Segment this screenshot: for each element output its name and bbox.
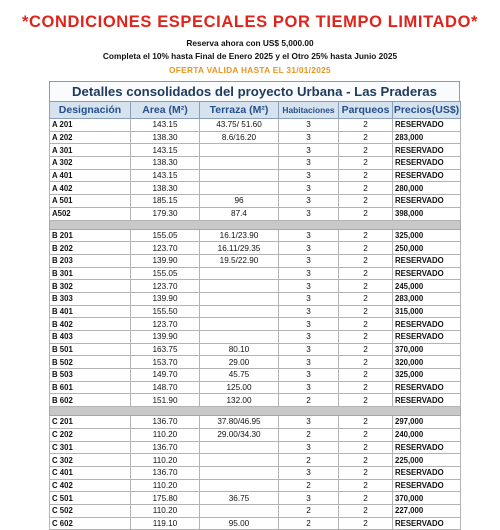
table-row [50,119,461,132]
table-cell: 3 [279,369,339,382]
table-cell: 16.11/29.35 [200,242,279,255]
table-row [50,441,461,454]
table-cell: 3 [279,207,339,220]
table-cell: B 601 [50,381,131,394]
table-cell [200,466,279,479]
table-cell: 3 [279,318,339,331]
table-cell: 2 [339,479,393,492]
table-row [50,517,461,530]
table-cell: 3 [279,229,339,242]
table-cell: 2 [339,466,393,479]
column-header: Precios(US$) [393,102,461,119]
table-cell: 3 [279,267,339,280]
table-cell: 136.70 [131,466,200,479]
table-row [50,144,461,157]
table-cell: 3 [279,169,339,182]
table-cell: B 602 [50,394,131,407]
table-cell: B 201 [50,229,131,242]
table-cell: 136.70 [131,416,200,429]
table-cell: RESERVADO [393,144,461,157]
table-cell: A502 [50,207,131,220]
table-row [50,195,461,208]
table-row [50,131,461,144]
table-cell: 325,000 [393,229,461,242]
table-cell: 143.15 [131,144,200,157]
table-cell: A 201 [50,119,131,132]
table-cell: 227,000 [393,504,461,517]
table-cell: 155.05 [131,267,200,280]
table-cell: 3 [279,381,339,394]
table-cell: 3 [279,195,339,208]
offer-validity: OFERTA VALIDA HASTA EL 31/01/2025 [169,65,331,75]
table-cell: B 203 [50,254,131,267]
table-row [50,182,461,195]
table-cell: 3 [279,492,339,505]
table-cell: 155.05 [131,229,200,242]
table-cell: RESERVADO [393,394,461,407]
reservation-note: Reserva ahora con US$ 5,000.00 [186,38,314,48]
table-cell: 3 [279,131,339,144]
table-cell [200,479,279,492]
table-cell: B 402 [50,318,131,331]
table-cell: 179.30 [131,207,200,220]
table-cell: 2 [339,343,393,356]
table-cell: 110.20 [131,479,200,492]
table-cell: 175.80 [131,492,200,505]
table-cell: 3 [279,254,339,267]
table-cell: A 202 [50,131,131,144]
table-cell: 45.75 [200,369,279,382]
table-cell: C 202 [50,428,131,441]
table-cell: B 502 [50,356,131,369]
column-header: Area (M²) [131,102,200,119]
table-cell: RESERVADO [393,381,461,394]
table-cell: 3 [279,331,339,344]
table-row [50,229,461,242]
table-cell: 2 [339,428,393,441]
table-cell: 2 [339,119,393,132]
table-cell: 2 [339,356,393,369]
table-cell: 2 [339,305,393,318]
column-header: Terraza (M²) [200,102,279,119]
table-cell: 163.75 [131,343,200,356]
table-cell: 123.70 [131,318,200,331]
table-row [50,394,461,407]
table-cell: 2 [279,479,339,492]
table-row [50,381,461,394]
table-cell: RESERVADO [393,157,461,170]
table-cell: B 501 [50,343,131,356]
table-cell: 2 [339,416,393,429]
table-cell: 139.90 [131,254,200,267]
table-cell: C 502 [50,504,131,517]
table-cell [200,144,279,157]
table-cell: RESERVADO [393,195,461,208]
header [0,0,500,75]
table-cell [200,182,279,195]
table-row [50,416,461,429]
table-cell: A 402 [50,182,131,195]
table-cell: 155.50 [131,305,200,318]
table-cell: 132.00 [200,394,279,407]
table-cell: 240,000 [393,428,461,441]
table-cell: RESERVADO [393,254,461,267]
table-cell [200,267,279,280]
table-cell [200,169,279,182]
table-cell [200,305,279,318]
table-row [50,454,461,467]
table-cell: 123.70 [131,242,200,255]
group-separator [50,407,461,416]
table-cell: 139.90 [131,292,200,305]
separator-cell [50,407,461,416]
table-cell: 2 [339,169,393,182]
table-cell: B 403 [50,331,131,344]
table-cell [200,441,279,454]
table-cell: 2 [339,195,393,208]
group-separator [50,220,461,229]
table-cell [200,454,279,467]
table-row [50,466,461,479]
table-cell: 3 [279,119,339,132]
table-cell: B 301 [50,267,131,280]
table-cell: 119.10 [131,517,200,530]
table-cell: RESERVADO [393,517,461,530]
table-cell: 250,000 [393,242,461,255]
table-cell: 143.15 [131,169,200,182]
table-row [50,356,461,369]
table-cell: 2 [339,207,393,220]
table-cell: 123.70 [131,280,200,293]
table-row [50,169,461,182]
table-row [50,254,461,267]
table-cell: 149.70 [131,369,200,382]
table-cell: 2 [279,454,339,467]
table-cell: 3 [279,356,339,369]
table-cell: 325,000 [393,369,461,382]
table-cell: 143.15 [131,119,200,132]
table-cell [200,331,279,344]
table-cell: A 301 [50,144,131,157]
table-cell [200,157,279,170]
table-cell: 3 [279,416,339,429]
table-cell: 2 [339,242,393,255]
table-cell: B 401 [50,305,131,318]
table-cell: C 602 [50,517,131,530]
table-cell: 2 [339,157,393,170]
table-cell: RESERVADO [393,479,461,492]
table-cell: B 303 [50,292,131,305]
promo-title: *CONDICIONES ESPECIALES POR TIEMPO LIMITADO* [21,13,479,31]
table-cell: 153.70 [131,356,200,369]
table-cell: 8.6/16.20 [200,131,279,144]
table-cell: 2 [339,394,393,407]
table-row [50,369,461,382]
table-cell: 3 [279,242,339,255]
table-cell: 3 [279,305,339,318]
table-cell: C 401 [50,466,131,479]
table-cell: 138.30 [131,157,200,170]
table-row [50,280,461,293]
table-caption: Detalles consolidados del proyecto Urbana - Las Praderas [49,81,460,101]
table-row [50,267,461,280]
table-cell: C 501 [50,492,131,505]
table-cell: 245,000 [393,280,461,293]
table-cell: 283,000 [393,292,461,305]
table-cell: C 201 [50,416,131,429]
table-cell: 283,000 [393,131,461,144]
table-cell: 2 [339,441,393,454]
table-row [50,343,461,356]
table-cell: 110.20 [131,428,200,441]
table-row [50,504,461,517]
table-cell: 3 [279,182,339,195]
table-cell: 370,000 [393,343,461,356]
table-row [50,318,461,331]
table-cell: 2 [279,504,339,517]
table-cell: 95.00 [200,517,279,530]
table-cell: C 302 [50,454,131,467]
table-cell: 370,000 [393,492,461,505]
table-cell: 2 [339,504,393,517]
table-cell: 148.70 [131,381,200,394]
column-header: Habitaciones [279,102,339,119]
table-cell: 320,000 [393,356,461,369]
table-cell: 2 [279,517,339,530]
table-cell: 315,000 [393,305,461,318]
table-cell: C 402 [50,479,131,492]
table-cell: 36.75 [200,492,279,505]
table-cell: 125.00 [200,381,279,394]
table-cell: 110.20 [131,504,200,517]
table-cell: 2 [339,280,393,293]
table-cell: 138.30 [131,182,200,195]
table-cell: RESERVADO [393,267,461,280]
column-header: Parqueos [339,102,393,119]
table-cell: RESERVADO [393,466,461,479]
table-cell: 280,000 [393,182,461,195]
column-header: Designación [50,102,131,119]
table-cell: 297,000 [393,416,461,429]
table-cell: 3 [279,466,339,479]
table-cell: 2 [339,144,393,157]
table-cell: 2 [279,428,339,441]
table-cell: A 401 [50,169,131,182]
table-cell: 19.5/22.90 [200,254,279,267]
table-cell: 3 [279,343,339,356]
table-cell: 139.90 [131,331,200,344]
table-cell: 2 [339,229,393,242]
table-row [50,292,461,305]
table-cell: C 301 [50,441,131,454]
table-cell: 2 [339,182,393,195]
table-cell: 2 [339,369,393,382]
table-cell: RESERVADO [393,331,461,344]
separator-cell [50,220,461,229]
table-cell: A 501 [50,195,131,208]
table-row [50,331,461,344]
table-cell: 80.10 [200,343,279,356]
table-cell: 3 [279,441,339,454]
table-cell: 110.20 [131,454,200,467]
table-cell [200,318,279,331]
table-cell: 2 [339,131,393,144]
table-row [50,305,461,318]
table-cell: 2 [339,267,393,280]
table-cell: 37.80/46.95 [200,416,279,429]
table-cell: 2 [339,492,393,505]
table-row [50,242,461,255]
table-cell: B 202 [50,242,131,255]
table-cell: 2 [339,381,393,394]
table-cell: RESERVADO [393,318,461,331]
table-body [50,119,461,530]
table-cell: 2 [339,254,393,267]
table-cell [200,292,279,305]
table-cell: 3 [279,292,339,305]
table-cell [200,504,279,517]
table-cell: 43.75/ 51.60 [200,119,279,132]
table-cell: B 503 [50,369,131,382]
table-cell: 3 [279,144,339,157]
table-cell: B 302 [50,280,131,293]
table-cell: 225,000 [393,454,461,467]
units-table [49,101,461,530]
table-cell: RESERVADO [393,441,461,454]
table-row [50,428,461,441]
table-cell: 2 [339,517,393,530]
table-cell: 2 [339,292,393,305]
table-cell: 87.4 [200,207,279,220]
table-cell: 185.15 [131,195,200,208]
table-row [50,479,461,492]
table-cell: 138.30 [131,131,200,144]
table-row [50,492,461,505]
table-cell: 136.70 [131,441,200,454]
table-cell: 29.00 [200,356,279,369]
table-cell [200,280,279,293]
table-cell: RESERVADO [393,169,461,182]
units-sheet [49,81,460,530]
table-row [50,157,461,170]
table-cell: 398,000 [393,207,461,220]
table-cell: 29.00/34.30 [200,428,279,441]
table-cell: 3 [279,157,339,170]
table-cell: A 302 [50,157,131,170]
table-cell: 3 [279,280,339,293]
table-cell: 2 [279,394,339,407]
table-cell: 2 [339,318,393,331]
table-cell: 2 [339,331,393,344]
table-cell: 151.90 [131,394,200,407]
table-cell: 2 [339,454,393,467]
table-row [50,207,461,220]
table-cell: 96 [200,195,279,208]
table-cell: RESERVADO [393,119,461,132]
header-row [50,102,461,119]
payment-terms: Completa el 10% hasta Final de Enero 2025 y el Otro 25% hasta Junio 2025 [102,51,398,61]
table-cell: 16.1/23.90 [200,229,279,242]
